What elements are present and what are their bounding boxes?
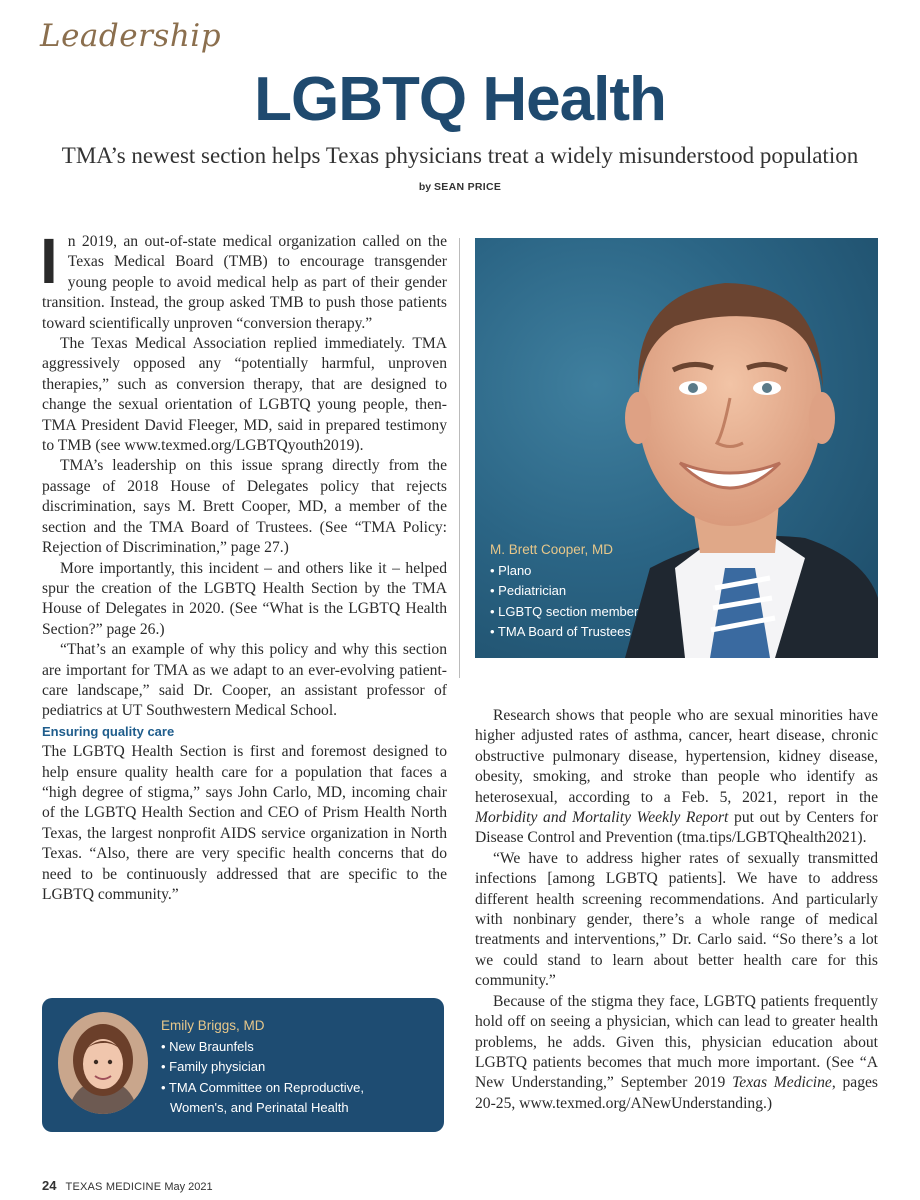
subhead: Ensuring quality care — [42, 723, 175, 739]
issue-date: May 2021 — [164, 1181, 213, 1193]
column-divider — [459, 238, 460, 678]
bio-text — [161, 1016, 364, 1119]
caption-name: M. Brett Cooper, MD — [490, 542, 614, 557]
paragraph: More importantly, this incident – and others like it – helped spur the creation of the LGBTQ Health Section by the TMA House of Delegates in 2020. (See “What is the LGBTQ Health Section?” page 26.) — [42, 559, 447, 638]
portrait-photo-briggs — [58, 1012, 148, 1114]
paragraph-text: Research shows that people who are sexual minorities have higher adjusted rates of asthma, cancer, heart disease, chronic obstructive pulmonary disease, hypertension, kidney disease, obesity, smoking, and stroke than people who identify as heterosexual, according to a Feb. 5, 2021, report in the — [475, 707, 878, 806]
caption-item: • Pediatrician — [490, 583, 567, 598]
paragraph: “We have to address higher rates of sexually transmitted infections [among LGBTQ patients]. We have to address different health screening recommendations. And particularly with nonbinary gender, there’s a whole range of medical treatments and interventions,” Dr. Carlo said. “So there’s a lot we could stand to learn about better health care for this community.” — [475, 849, 878, 990]
paragraph: “That’s an example of why this policy and why this section are important for TMA as we adapt to an ever-evolving patient-care landscape,” said Dr. Cooper, an assistant professor of pediatrics at UT Southwestern Medical School. — [42, 641, 447, 720]
paragraph: TMA’s leadership on this issue sprang directly from the passage of 2018 House of Delegates policy that rejects discrimination, says M. Brett Cooper, MD, a member of the section and the TMA Board of Trustees. (See “TMA Policy: Rejection of Discrimination,” page 27.) — [42, 457, 447, 557]
bio-item: • New Braunfels — [161, 1038, 254, 1054]
publication-title: Morbidity and Mortality Weekly Report — [475, 809, 729, 827]
page-footer — [42, 1178, 213, 1193]
byline — [0, 181, 920, 193]
article-column-left — [40, 225, 447, 905]
paragraph: The LGBTQ Health Section is first and foremost designed to help ensure quality health care for a population that faces a “high degree of stigma,” says John Carlo, MD, incoming chair of the LGBTQ Health Section and CEO of Prism Health North Texas, the largest nonprofit AIDS service organization in North Texas. “Also, there are very specific health concerns that do need to be continuously addressed that are specific to the LGBTQ community.” — [42, 743, 447, 903]
bio-name: Emily Briggs, MD — [161, 1018, 265, 1033]
bio-item-continued: Women's, and Perinatal Health — [170, 1100, 349, 1115]
paragraph — [475, 992, 878, 1114]
paragraph-text: put out by Centers for Disease Control and Prevention (tma.tips/LGBTQhealth2021). — [475, 809, 878, 847]
caption-item: • TMA Board of Trustees — [490, 624, 631, 639]
drop-cap: I — [40, 225, 58, 297]
publication-title: Texas Medicine — [732, 1074, 832, 1092]
byline-author: SEAN PRICE — [434, 181, 502, 193]
paragraph-text: Because of the stigma they face, LGBTQ patients frequently hold off on seeing a physician, which can lead to greater health problems, he adds. Given this, physician education about LGBTQ patients becomes that much more important. (See “A New Understanding,” September 2019 — [475, 992, 878, 1092]
paragraph-text: n 2019, an out-of-state medical organization called on the Texas Medical Board (TMB) to encourage transgender young people to avoid medical help as part of their gender transition. Instead, the group asked TMB to push those patients toward scientifically unproven “conversion therapy.” — [42, 233, 447, 332]
bio-item: • TMA Committee on Reproductive, — [161, 1079, 365, 1095]
article-dek: TMA’s newest section helps Texas physicians treat a widely misunderstood population — [61, 143, 859, 168]
caption-item: • Plano — [490, 562, 532, 578]
page-number: 24 — [42, 1178, 57, 1193]
article-column-right — [475, 706, 878, 1114]
article-title: LGBTQ Health — [254, 65, 666, 134]
bio-item: • Family physician — [161, 1059, 266, 1074]
portrait-illustration — [58, 1012, 148, 1114]
paragraph: The Texas Medical Association replied immediately. TMA aggressively opposed any “potentially harmful, unproven therapies,” such as conversion therapy, that are designed to change the sexual orientation of LGBTQ young people, then-TMA President David Fleeger, MD, said in prepared testimony to TMB (see www.texmed.org/LGBTQyouth2019). — [42, 335, 447, 455]
photo-caption — [490, 540, 638, 643]
paragraph-intro — [40, 225, 447, 334]
section-label: Leadership — [40, 18, 222, 54]
byline-prefix: by — [418, 181, 432, 193]
paragraph — [475, 706, 878, 849]
magazine-name: TEXAS MEDICINE — [65, 1181, 162, 1193]
paragraph-text: , pages 20-25, www.texmed.org/ANewUnderstanding.) — [475, 1074, 878, 1112]
caption-item: • LGBTQ section member — [490, 603, 639, 619]
